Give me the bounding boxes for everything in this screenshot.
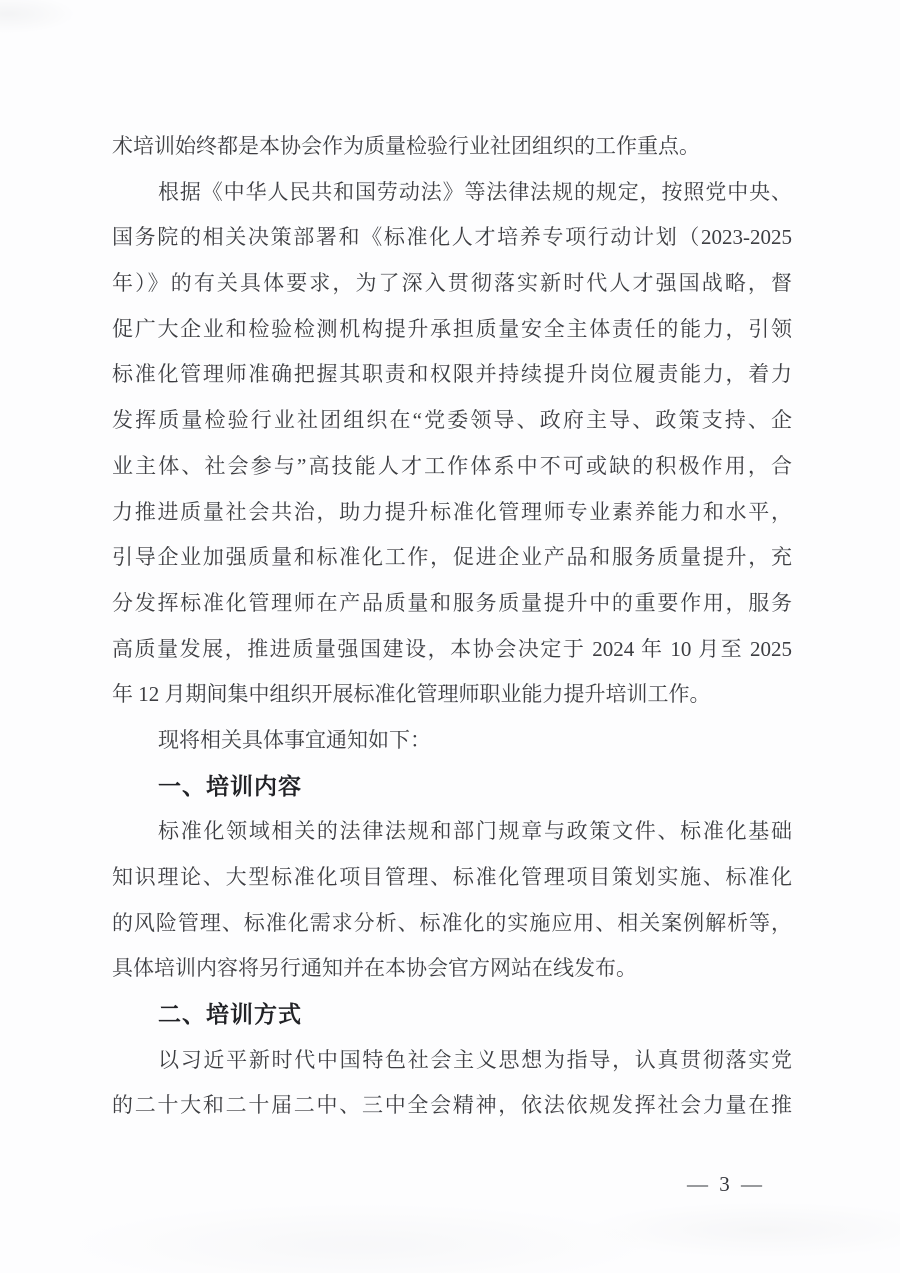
text-line: 以习近平新时代中国特色社会主义思想为指导，认真贯彻落实党: [158, 1047, 792, 1072]
text-line: 发挥质量检验行业社团组织在“党委领导、政府主导、政策支持、企: [112, 408, 792, 433]
text-line: 具体培训内容将另行通知并在本协会官方网站在线发布。: [112, 956, 637, 981]
document-body: [112, 124, 792, 1129]
text-line: 标准化领域相关的法律法规和部门规章与政策文件、标准化基础: [158, 819, 792, 844]
text-line: 力推进质量社会共治，助力提升标准化管理师专业素养能力和水平，: [112, 499, 792, 524]
text-line: 年）》的有关具体要求，为了深入贯彻落实新时代人才强国战略，督: [112, 271, 792, 296]
text-line: 术培训始终都是本协会作为质量检验行业社团组织的工作重点。: [112, 134, 700, 158]
section-heading: 一、培训内容: [158, 772, 302, 799]
text-line: 的风险管理、标准化需求分析、标准化的实施应用、相关案例解析等，: [112, 910, 792, 935]
text-line: 促广大企业和检验检测机构提升承担质量安全主体责任的能力，引领: [112, 316, 792, 341]
text-line: 国务院的相关决策部署和《标准化人才培养专项行动计划（2023-2025: [112, 225, 792, 250]
section-heading: 二、培训方式: [158, 1001, 302, 1028]
text-line: 年 12 月期间集中组织开展标准化管理师职业能力提升培训工作。: [112, 682, 711, 707]
text-line: 高质量发展，推进质量强国建设，本协会决定于 2024 年 10 月至 2025: [112, 636, 792, 661]
text-line: 业主体、社会参与”高技能人才工作体系中不可或缺的积极作用，合: [112, 453, 792, 478]
text-line: 标准化管理师准确把握其职责和权限并持续提升岗位履责能力，着力: [112, 362, 792, 387]
text-line: 的二十大和二十届二中、三中全会精神，依法依规发挥社会力量在推: [112, 1093, 792, 1118]
text-line: 分发挥标准化管理师在产品质量和服务质量提升中的重要作用，服务: [112, 590, 792, 615]
page-number: — 3 —: [687, 1172, 765, 1196]
text-line: 知识理论、大型标准化项目管理、标准化管理项目策划实施、标准化: [112, 865, 792, 889]
text-line: 根据《中华人民共和国劳动法》等法律法规的规定，按照党中央、: [158, 179, 792, 204]
text-line: 引导企业加强质量和标准化工作，促进企业产品和服务质量提升，充: [112, 545, 792, 570]
text-line: 现将相关具体事宜通知如下：: [158, 727, 431, 752]
